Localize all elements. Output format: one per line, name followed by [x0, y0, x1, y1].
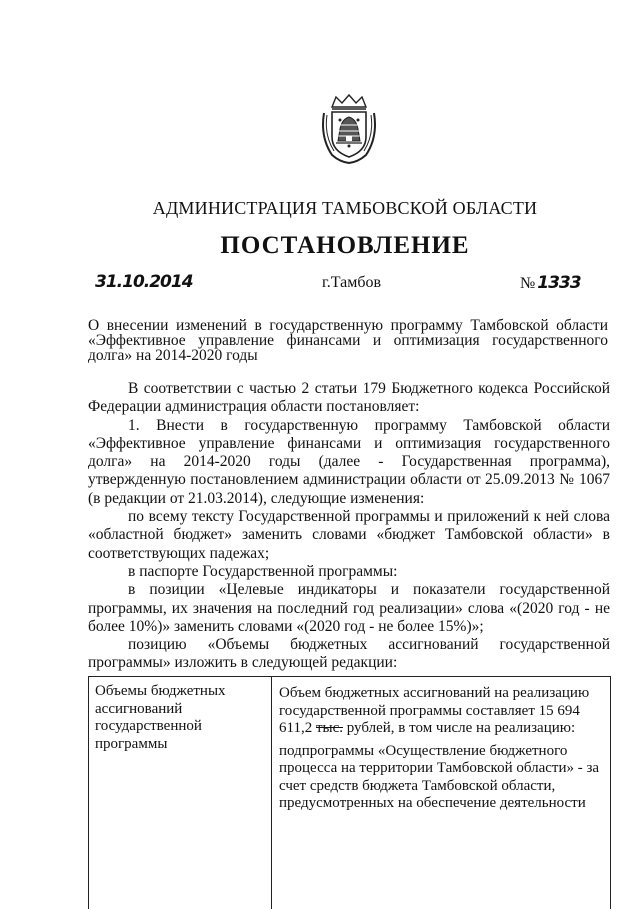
subprogram-text: подпрограммы «Осуществление бюджетного процесса на территории Тамбовской области» - за счет средств бюджета Тамбовской области, предусмотренных на обеспечение деятельности	[279, 742, 600, 811]
passport-table	[88, 676, 611, 909]
number-value: 1333	[537, 273, 581, 293]
body-paragraph-allocations: позицию «Объемы бюджетных ассигнований государственной программы» изложить в следующей редакции:	[88, 636, 610, 672]
body-paragraph-indicators: в позиции «Целевые индикаторы и показатели государственной программы, их значения на последний год реализации» слова «(2020 год - не более 10%)» заменить словами «(2020 год - не более 15%)»;	[88, 581, 610, 635]
allocation-total-text	[279, 685, 602, 738]
allocation-rest: рублей, в том числе на реализацию:	[343, 720, 576, 736]
tambov-coat-of-arms-icon	[318, 93, 380, 165]
body-paragraph-replace-words: по всему тексту Государственной программы и приложений к ней слова «областной бюджет» заменить словами «бюджет Тамбовской области» в соответствующих падежах;	[88, 508, 610, 562]
table-cell-label: Объемы бюджетных ассигнований государственной программы	[89, 677, 272, 909]
document-body	[88, 380, 610, 673]
number-prefix: №	[520, 275, 536, 292]
document-subject: О внесении изменений в государственную программу Тамбовской области «Эффективное управление финансами и оптимизация государственного долга» на 2014-2020 годы	[88, 317, 608, 364]
table-cell-value	[272, 677, 610, 909]
allocation-unit: тыс.	[315, 720, 343, 736]
allocation-amount: 15 694 611,2	[279, 702, 580, 736]
body-paragraph-passport: в паспорте Государственной программы:	[128, 562, 398, 580]
organization-title: АДМИНИСТРАЦИЯ ТАМБОВСКОЙ ОБЛАСТИ	[152, 198, 538, 218]
document-number	[520, 273, 581, 293]
allocation-intro: Объем бюджетных ассигнований на реализацию государственной программы составляет	[279, 685, 590, 719]
document-city: г.Тамбов	[322, 274, 382, 291]
document-type-title: ПОСТАНОВЛЕНИЕ	[220, 232, 470, 259]
body-paragraph-intro: В соответствии с частью 2 статьи 179 Бюджетного кодекса Российской Федерации администрация области постановляет:	[88, 380, 610, 416]
body-paragraph-item-1: 1. Внести в государственную программу Тамбовской области «Эффективное управление финансами и оптимизация государственного долга» на 2014-2020 годы (далее - Государственная программа), утвержденную постановлением администрации области от 25.09.2013 № 1067 (в редакции от 21.03.2014), следующие изменения:	[88, 416, 610, 507]
document-date: 31.10.2014	[95, 272, 193, 292]
